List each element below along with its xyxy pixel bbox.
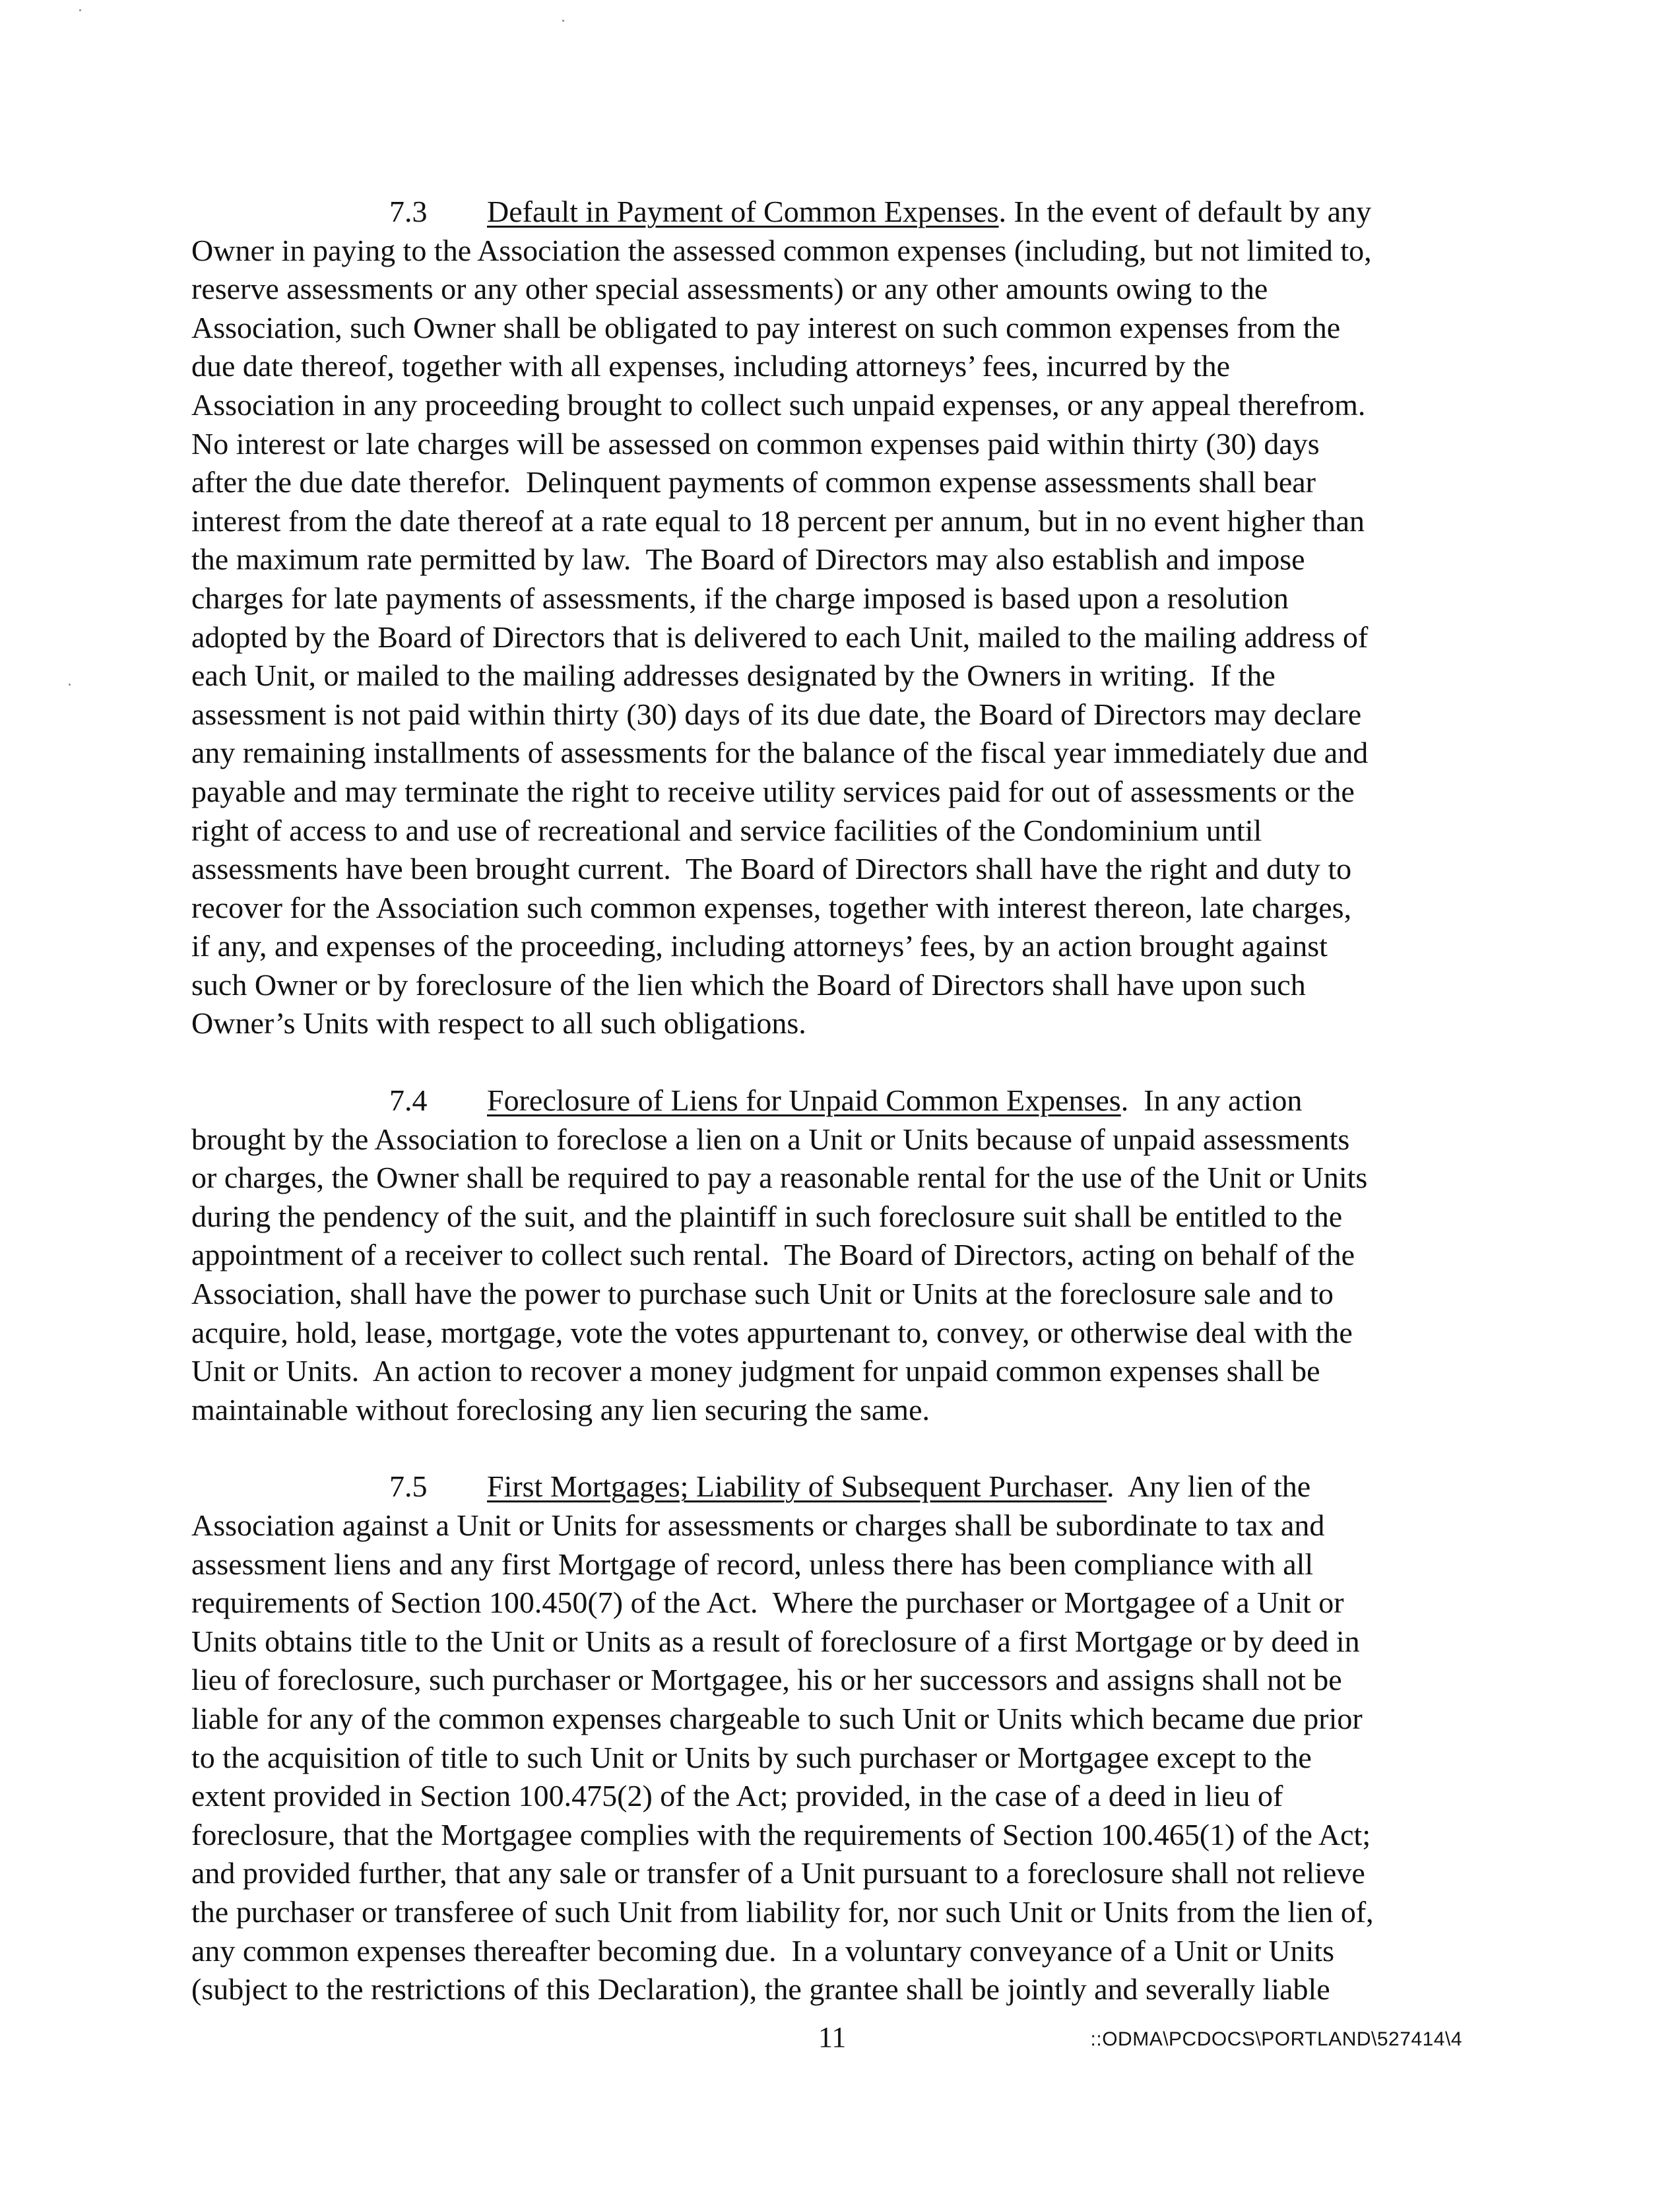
text-line: lieu of foreclosure, such purchaser or Mortgagee, his or her successors and assigns shall not be <box>191 1663 1342 1697</box>
section-first-line-text: Any lien of the <box>1114 1469 1311 1504</box>
text-line: Association in any proceeding brought to collect such unpaid expenses, or any appeal therefrom. <box>191 387 1366 422</box>
scan-speck <box>79 9 81 11</box>
page-footer <box>0 2020 1680 2060</box>
section-heading: Default in Payment of Common Expenses <box>487 195 999 228</box>
text-line: recover for the Association such common expenses, together with interest thereon, late charges, <box>191 890 1352 924</box>
section-first-line <box>191 1467 1495 1506</box>
section-first-line-text: In any action <box>1128 1083 1303 1118</box>
text-line: Association, shall have the power to purchase such Unit or Units at the foreclosure sale and to <box>191 1277 1334 1311</box>
text-line: requirements of Section 100.450(7) of the Act. Where the purchaser or Mortgagee of a Unit or <box>191 1586 1344 1620</box>
heading-period: . <box>998 195 1006 228</box>
text-line: right of access to and use of recreational and service facilities of the Condominium until <box>191 813 1262 847</box>
text-line: such Owner or by foreclosure of the lien which the Board of Directors shall have upon such <box>191 967 1306 1002</box>
text-line: Association, such Owner shall be obligated to pay interest on such common expenses from the <box>191 310 1341 344</box>
text-line: extent provided in Section 100.475(2) of the Act; provided, in the case of a deed in lieu of <box>191 1779 1283 1813</box>
section-heading: First Mortgages; Liability of Subsequent Purchaser <box>487 1469 1107 1504</box>
heading-period: . <box>1107 1469 1115 1504</box>
text-line: interest from the date thereof at a rate equal to 18 percent per annum, but in no event higher than <box>191 503 1365 538</box>
text-line: appointment of a receiver to collect such rental. The Board of Directors, acting on behalf of the <box>191 1238 1355 1272</box>
text-line: charges for late payments of assessments, if the charge imposed is based upon a resolution <box>191 581 1289 615</box>
text-line: reserve assessments or any other special assessments) or any other amounts owing to the <box>191 272 1268 306</box>
text-line: payable and may terminate the right to receive utility services paid for out of assessments or the <box>191 774 1355 808</box>
section-7-3 <box>191 193 1495 1043</box>
text-line: brought by the Association to foreclose a lien on a Unit or Units because of unpaid assessments <box>191 1122 1350 1156</box>
section-first-line <box>191 1081 1495 1120</box>
text-line: to the acquisition of title to such Unit or Units by such purchaser or Mortgagee except to the <box>191 1740 1312 1774</box>
text-line: Association against a Unit or Units for assessments or charges shall be subordinate to tax and <box>191 1508 1325 1542</box>
section-heading: Foreclosure of Liens for Unpaid Common Expenses <box>487 1083 1121 1118</box>
text-line: after the due date therefor. Delinquent payments of common expense assessments shall bear <box>191 465 1316 499</box>
text-line: assessments have been brought current. The Board of Directors shall have the right and duty to <box>191 852 1352 886</box>
page-number: 11 <box>818 2021 847 2053</box>
section-number: 7.5 <box>389 1469 428 1504</box>
text-line: foreclosure, that the Mortgagee complies with the requirements of Section 100.465(1) of the Act; <box>191 1817 1371 1851</box>
text-line: any remaining installments of assessments for the balance of the fiscal year immediately due and <box>191 736 1369 770</box>
document-body <box>191 193 1495 2009</box>
text-line: liable for any of the common expenses chargeable to such Unit or Units which became due prior <box>191 1701 1363 1735</box>
heading-period: . <box>1120 1083 1129 1118</box>
text-line: adopted by the Board of Directors that is delivered to each Unit, mailed to the mailing address of <box>191 620 1369 654</box>
text-line: any common expenses thereafter becoming due. In a voluntary conveyance of a Unit or Units <box>191 1933 1335 1968</box>
text-line: maintainable without foreclosing any lien securing the same. <box>191 1392 930 1427</box>
section-7-4 <box>191 1081 1495 1429</box>
text-line: (subject to the restrictions of this Declaration), the grantee shall be jointly and severally liable <box>191 1972 1330 2007</box>
text-line: Owner in paying to the Association the assessed common expenses (including, but not limited to, <box>191 233 1372 267</box>
sections-container <box>191 193 1495 2009</box>
text-line: Units obtains title to the Unit or Units as a result of foreclosure of a first Mortgage or by deed in <box>191 1624 1360 1658</box>
text-line: assessment liens and any first Mortgage of record, unless there has been compliance with all <box>191 1547 1314 1581</box>
text-line: or charges, the Owner shall be required to pay a reasonable rental for the use of the Unit or Units <box>191 1161 1368 1195</box>
paragraph-gap <box>191 1043 1495 1081</box>
scan-speck <box>562 20 564 22</box>
text-line: acquire, hold, lease, mortgage, vote the votes appurtenant to, convey, or otherwise deal with the <box>191 1315 1353 1349</box>
section-number: 7.3 <box>389 195 428 228</box>
text-line: during the pendency of the suit, and the plaintiff in such foreclosure suit shall be entitled to the <box>191 1199 1343 1233</box>
scan-speck <box>69 684 71 686</box>
section-first-line-text: In the event of default by any <box>1006 195 1372 228</box>
text-line: assessment is not paid within thirty (30) days of its due date, the Board of Directors may declare <box>191 697 1362 731</box>
section-first-line <box>191 193 1495 232</box>
paragraph-gap <box>191 1429 1495 1467</box>
text-line: and provided further, that any sale or transfer of a Unit pursuant to a foreclosure shall not relieve <box>191 1856 1365 1890</box>
section-7-5 <box>191 1467 1495 2009</box>
text-line: Unit or Units. An action to recover a money judgment for unpaid common expenses shall be <box>191 1354 1320 1388</box>
document-id: ::ODMA\PCDOCS\PORTLAND\527414\4 <box>1090 2028 1462 2050</box>
text-line: No interest or late charges will be assessed on common expenses paid within thirty (30) days <box>191 426 1320 461</box>
text-line: if any, and expenses of the proceeding, including attorneys’ fees, by an action brought against <box>191 929 1328 963</box>
text-line: the purchaser or transferee of such Unit from liability for, nor such Unit or Units from the lien of, <box>191 1894 1374 1929</box>
text-line: due date thereof, together with all expenses, including attorneys’ fees, incurred by the <box>191 349 1231 383</box>
text-line: each Unit, or mailed to the mailing addresses designated by the Owners in writing. If the <box>191 659 1276 693</box>
text-line: the maximum rate permitted by law. The Board of Directors may also establish and impose <box>191 542 1305 577</box>
section-number: 7.4 <box>389 1083 428 1118</box>
text-line: Owner’s Units with respect to all such obligations. <box>191 1006 806 1041</box>
